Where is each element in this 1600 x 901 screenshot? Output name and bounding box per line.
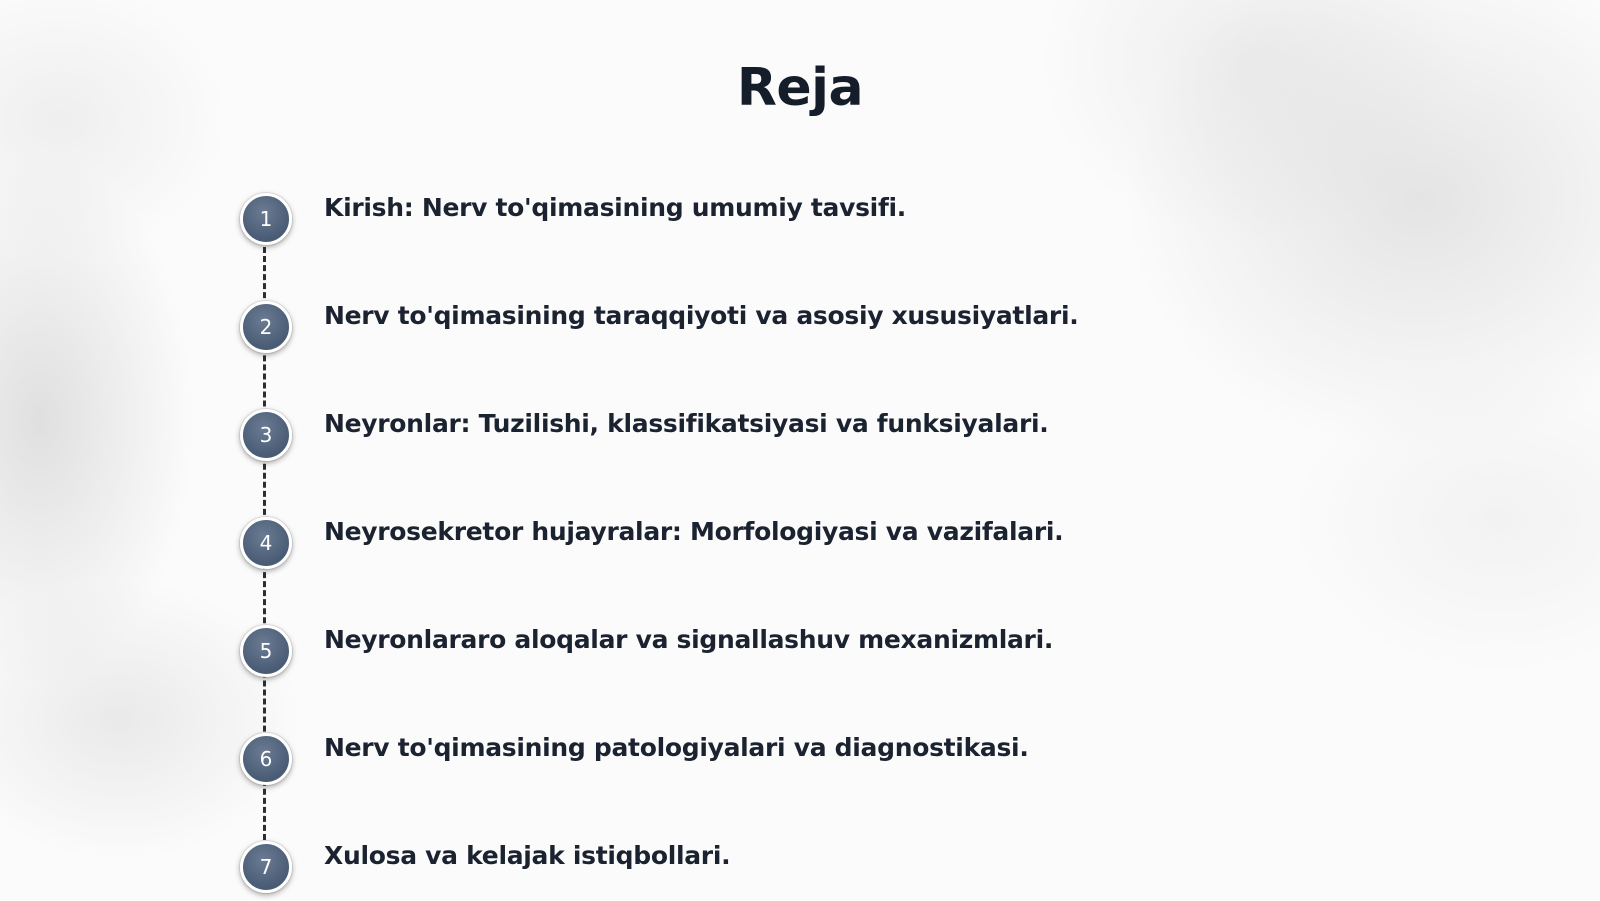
step-badge-4: 4 <box>240 517 292 569</box>
agenda-item-1 <box>0 193 1200 253</box>
step-badge-2: 2 <box>240 301 292 353</box>
agenda-item-text-4: Neyrosekretor hujayralar: Morfologiyasi va vazifalari. <box>324 517 1064 546</box>
agenda-item-2 <box>0 301 1200 361</box>
agenda-item-text-5: Neyronlararo aloqalar va signallashuv mexanizmlari. <box>324 625 1054 654</box>
agenda-item-text-2: Nerv to'qimasining taraqqiyoti va asosiy xususiyatlari. <box>324 301 1079 330</box>
step-badge-1: 1 <box>240 193 292 245</box>
agenda-item-text-6: Nerv to'qimasining patologiyalari va diagnostikasi. <box>324 733 1029 762</box>
slide-title: Reja <box>736 58 864 118</box>
agenda-item-text-1: Kirish: Nerv to'qimasining umumiy tavsifi. <box>324 193 906 222</box>
step-badge-5: 5 <box>240 625 292 677</box>
agenda-item-4 <box>0 517 1200 577</box>
step-badge-3: 3 <box>240 409 292 461</box>
agenda-item-7 <box>0 841 1200 901</box>
agenda-item-3 <box>0 409 1200 469</box>
agenda-item-6 <box>0 733 1200 793</box>
agenda-item-text-7: Xulosa va kelajak istiqbollari. <box>324 841 731 870</box>
step-badge-7: 7 <box>240 841 292 893</box>
agenda-item-text-3: Neyronlar: Tuzilishi, klassifikatsiyasi va funksiyalari. <box>324 409 1049 438</box>
step-badge-6: 6 <box>240 733 292 785</box>
agenda-item-5 <box>0 625 1200 685</box>
